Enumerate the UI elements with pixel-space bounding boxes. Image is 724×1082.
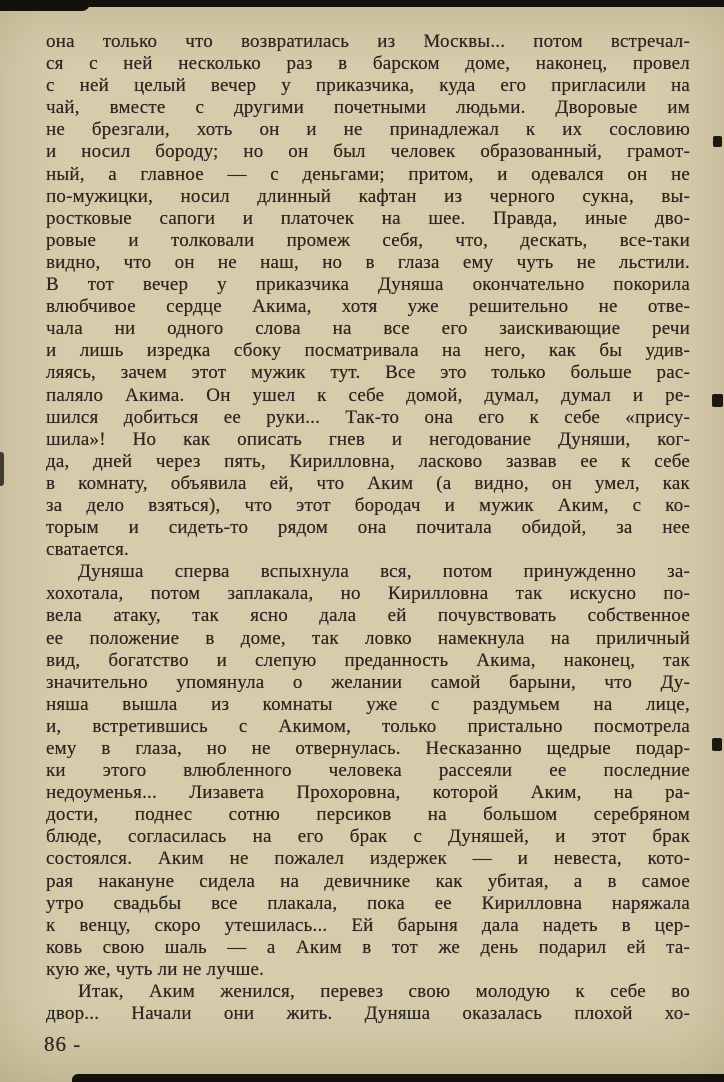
text-line: по-мужицки, носил длинный кафтан из черного сукна, вы-: [46, 185, 690, 207]
text-line: видно, что он не наш, но в глаза ему чуть не льстили.: [46, 251, 690, 273]
text-line: значительно упомянула о желании самой барыни, что Ду-: [46, 671, 690, 693]
text-line: ее положение в доме, так ловко намекнула на приличный: [46, 627, 690, 649]
text-line: шила»! Но как описать гнев и негодование Дуняши, ког-: [46, 428, 690, 450]
scan-mark: [712, 738, 722, 751]
text-line: паляло Акима. Он ушел к себе домой, думал, думал и ре-: [46, 384, 690, 406]
text-line: она только что возвратилась из Москвы... потом встречал-: [46, 31, 690, 52]
text-line: Дуняша сперва вспыхнула вся, потом принужденно за-: [78, 561, 690, 583]
text-line: с ней целый вечер у приказчика, куда его пригласили на: [46, 75, 690, 97]
text-line: Итак, Аким женился, перевез свою молодую к себе во: [78, 981, 690, 1003]
text-line: шился добиться ее руки... Так-то она его к себе «прису-: [46, 406, 690, 428]
text-line: вела атаку, так ясно дала ей почувствовать собственное: [46, 605, 690, 627]
text-line: ся с ней несколько раз в барском доме, наконец, провел: [46, 53, 690, 75]
text-line: ему в глаза, но не отвернулась. Несказанно щедрые подар-: [46, 738, 690, 759]
scan-edge-top: [0, 0, 724, 7]
text-line: вид, богатство и слепую преданность Акима, наконец, так: [46, 649, 690, 671]
scan-mark: [0, 452, 4, 486]
text-line: торым и сидеть-то рядом она почитала обидой, за нее: [46, 517, 690, 539]
text-line: в комнату, объявила ей, что Аким (а видно, он умел, как: [46, 472, 690, 494]
text-line: ковь свою шаль — а Аким в тот же день подарил ей та-: [46, 936, 690, 958]
text-line: и носил бороду; но он был человек образованный, грамот-: [46, 141, 690, 163]
text-line: состоялся. Аким не пожалел издержек — и невеста, кото-: [46, 848, 690, 870]
text-line: сватается.: [46, 539, 129, 561]
text-line: недоуменья... Лизавета Прохоровна, которой Аким, на ра-: [46, 782, 690, 804]
text-line: ровые и толковали промеж себя, что, дескать, все-таки: [46, 229, 690, 251]
text-line: за дело взяться), что этот бородач и мужик Аким, с ко-: [46, 494, 690, 516]
text-line: не брезгали, хоть он и не принадлежал к их сословию: [46, 119, 690, 141]
text-line: рая накануне сидела на девичнике как убитая, а в самое: [46, 870, 690, 892]
text-line: чала ни одного слова на все его заискивающие речи: [46, 318, 690, 340]
paragraph: [46, 981, 690, 1025]
text-line: ки этого влюбленного человека рассеяли ее последние: [46, 760, 690, 782]
text-line: ляясь, зачем этот мужик тут. Все это только больше рас-: [46, 362, 690, 384]
text-line: двор... Начали они жить. Дуняша оказалась плохой хо-: [46, 1003, 690, 1025]
text-line: дости, поднес сотню персиков на большом серебряном: [46, 804, 690, 826]
scan-mark: [712, 394, 723, 407]
page-number: 86 -: [44, 1032, 82, 1056]
scan-mark: [713, 136, 722, 147]
text-line: влюбчивое сердце Акима, хотя уже решительно не отве-: [46, 296, 690, 318]
text-line: и, встретившись с Акимом, только пристально посмотрела: [46, 715, 690, 737]
paragraph: [46, 561, 690, 981]
text-line: кую же, чуть ли не лучше.: [46, 958, 265, 980]
text-line: В тот вечер у приказчика Дуняша окончательно покорила: [46, 274, 690, 296]
text-line: утро свадьбы все плакала, пока ее Кирилловна наряжала: [46, 892, 690, 914]
text-line: блюде, согласилась на его брак с Дуняшей, и этот брак: [46, 826, 690, 848]
text-line: да, дней через пять, Кирилловна, ласково зазвав ее к себе: [46, 450, 690, 472]
text-line: чай, вместе с другими почетными людьми. Дворовые им: [46, 97, 690, 119]
page-text: [46, 31, 690, 1025]
text-line: няша вышла из комнаты уже с раздумьем на лице,: [46, 693, 690, 715]
text-line: к венцу, скоро утешилась... Ей барыня дала надеть в цер-: [46, 914, 690, 936]
text-line: хохотала, потом заплакала, но Кирилловна так искусно по-: [46, 583, 690, 605]
scan-edge-bottom: [72, 1074, 724, 1082]
text-line: ный, а главное — с деньгами; притом, и одевался он не: [46, 163, 690, 185]
paragraph: [46, 31, 690, 561]
text-line: ростковые сапоги и платочек на шее. Правда, иные дво-: [46, 207, 690, 229]
text-line: и лишь изредка сбоку посматривала на него, как бы удив-: [46, 340, 690, 362]
